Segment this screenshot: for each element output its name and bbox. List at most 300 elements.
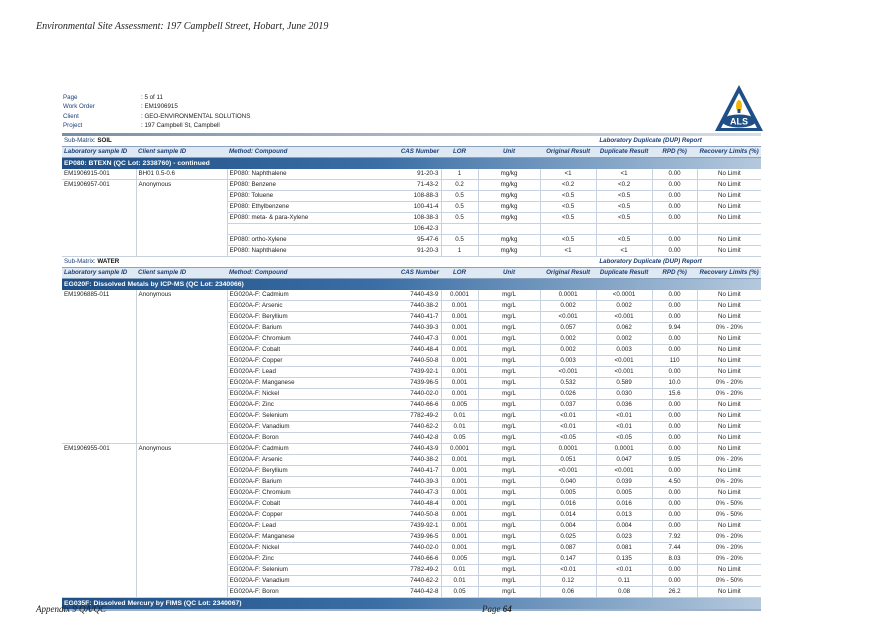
cell-orig: 0.087: [540, 543, 596, 554]
cell-lab-id: [62, 554, 136, 565]
cell-lab-id: [62, 532, 136, 543]
cell-lor: 0.2: [441, 180, 478, 191]
cell-method: EG020A-F: Selenium: [227, 565, 348, 576]
cell-orig: 0.12: [540, 576, 596, 587]
cell-rec: No Limit: [697, 169, 761, 180]
cell-cas: 7440-41-7: [348, 466, 441, 477]
cell-lor: 0.001: [441, 521, 478, 532]
cell-rpd: 0.00: [652, 334, 697, 345]
footer-page: Page 64: [482, 604, 512, 614]
section-band: [62, 158, 761, 170]
cell-rpd: 0.00: [652, 433, 697, 444]
cell-orig: <0.05: [540, 433, 596, 444]
col-orig: Original Result: [540, 147, 596, 158]
dup-caption: Laboratory Duplicate (DUP) Report: [599, 137, 702, 144]
table-row: [62, 367, 761, 378]
cell-client-id: [136, 532, 227, 543]
cell-orig: [540, 224, 596, 235]
cell-rec: No Limit: [697, 521, 761, 532]
cell-rec: No Limit: [697, 180, 761, 191]
cell-unit: mg/L: [478, 477, 540, 488]
table-row: [62, 510, 761, 521]
cell-rec: No Limit: [697, 422, 761, 433]
col-orig: Original Result: [540, 268, 596, 279]
cell-rpd: 0.00: [652, 576, 697, 587]
cell-method: EG020A-F: Boron: [227, 587, 348, 598]
cell-cas: 7440-50-8: [348, 356, 441, 367]
cell-method: EG020A-F: Manganese: [227, 532, 348, 543]
cell-orig: <1: [540, 169, 596, 180]
cell-method: EG020A-F: Beryllium: [227, 466, 348, 477]
cell-client-id: [136, 499, 227, 510]
table-row: [62, 334, 761, 345]
table-row: [62, 543, 761, 554]
cell-unit: mg/kg: [478, 202, 540, 213]
cell-rec: 0% - 50%: [697, 576, 761, 587]
cell-method: EP080: Benzene: [227, 180, 348, 191]
cell-orig: <0.01: [540, 411, 596, 422]
col-rec: Recovery Limits (%): [697, 147, 761, 158]
section-band: [62, 598, 761, 610]
cell-lor: 1: [441, 246, 478, 257]
cell-rpd: 0.00: [652, 565, 697, 576]
cell-unit: mg/L: [478, 323, 540, 334]
cell-dup: 0.002: [596, 301, 652, 312]
cell-lor: 0.001: [441, 323, 478, 334]
table-row: [62, 312, 761, 323]
cell-client-id: [136, 433, 227, 444]
cell-lab-id: [62, 378, 136, 389]
cell-lor: 0.001: [441, 510, 478, 521]
cell-unit: mg/L: [478, 411, 540, 422]
cell-lab-id: [62, 246, 136, 257]
cell-rpd: 0.00: [652, 444, 697, 455]
cell-method: EP080: Toluene: [227, 191, 348, 202]
cell-lor: 0.05: [441, 433, 478, 444]
cell-rec: No Limit: [697, 400, 761, 411]
cell-rec: No Limit: [697, 433, 761, 444]
cell-method: EG020A-F: Cobalt: [227, 345, 348, 356]
cell-cas: 7440-02-0: [348, 543, 441, 554]
cell-orig: <0.01: [540, 565, 596, 576]
table-row: [62, 202, 761, 213]
cell-unit: mg/L: [478, 334, 540, 345]
cell-dup: 0.016: [596, 499, 652, 510]
info-label: Page: [63, 94, 78, 101]
cell-orig: 0.025: [540, 532, 596, 543]
cell-method: EG020A-F: Zinc: [227, 400, 348, 411]
cell-orig: <0.5: [540, 213, 596, 224]
cell-lab-id: [62, 411, 136, 422]
cell-lab-id: [62, 510, 136, 521]
cell-dup: 0.08: [596, 587, 652, 598]
table-row: [62, 290, 761, 301]
cell-cas: 7440-41-7: [348, 312, 441, 323]
cell-unit: mg/L: [478, 312, 540, 323]
cell-method: EP080: Ethylbenzene: [227, 202, 348, 213]
cell-unit: mg/L: [478, 433, 540, 444]
cell-client-id: [136, 202, 227, 213]
cell-lab-id: [62, 356, 136, 367]
col-unit: Unit: [478, 268, 540, 279]
cell-rpd: 15.6: [652, 389, 697, 400]
cell-dup: 0.0001: [596, 444, 652, 455]
cell-cas: 7440-66-6: [348, 554, 441, 565]
cell-method: EG020A-F: Lead: [227, 367, 348, 378]
table-row: [62, 400, 761, 411]
cell-dup: <0.001: [596, 466, 652, 477]
cell-method: EG020A-F: Chromium: [227, 488, 348, 499]
cell-unit: mg/kg: [478, 169, 540, 180]
cell-orig: 0.002: [540, 345, 596, 356]
cell-client-id: [136, 521, 227, 532]
cell-lor: 0.05: [441, 587, 478, 598]
cell-unit: mg/L: [478, 466, 540, 477]
cell-lor: 0.5: [441, 213, 478, 224]
cell-dup: <0.05: [596, 433, 652, 444]
col-lor: LOR: [441, 268, 478, 279]
cell-orig: 0.026: [540, 389, 596, 400]
table-row: [62, 213, 761, 224]
info-row: [63, 102, 250, 111]
cell-lab-id: [62, 587, 136, 598]
cell-orig: 0.051: [540, 455, 596, 466]
cell-orig: 0.06: [540, 587, 596, 598]
cell-lab-id: [62, 323, 136, 334]
cell-dup: 0.062: [596, 323, 652, 334]
table-row: [62, 466, 761, 477]
cell-lor: 0.001: [441, 389, 478, 400]
cell-cas: 7440-39-3: [348, 323, 441, 334]
cell-client-id: [136, 576, 227, 587]
cell-client-id: [136, 235, 227, 246]
cell-rpd: 0.00: [652, 499, 697, 510]
cell-lab-id: [62, 224, 136, 235]
cell-unit: mg/L: [478, 565, 540, 576]
col-rpd: RPD (%): [652, 147, 697, 158]
info-value: : 5 of 11: [141, 94, 163, 101]
cell-rec: No Limit: [697, 334, 761, 345]
cell-dup: 0.030: [596, 389, 652, 400]
cell-cas: 7440-48-4: [348, 499, 441, 510]
bottom-rule: [62, 609, 761, 611]
cell-rpd: 0.00: [652, 312, 697, 323]
cell-orig: <0.001: [540, 312, 596, 323]
cell-cas: 7440-38-2: [348, 455, 441, 466]
cell-orig: 0.037: [540, 400, 596, 411]
cell-client-id: [136, 312, 227, 323]
cell-unit: mg/L: [478, 554, 540, 565]
table-row: [62, 576, 761, 587]
cell-lab-id: [62, 521, 136, 532]
cell-lor: 0.5: [441, 191, 478, 202]
cell-client-id: [136, 334, 227, 345]
table-row: [62, 246, 761, 257]
cell-unit: mg/L: [478, 290, 540, 301]
cell-rpd: 0.00: [652, 180, 697, 191]
cell-dup: <0.001: [596, 356, 652, 367]
table-row: [62, 433, 761, 444]
info-row: [63, 121, 250, 130]
cell-lab-id: [62, 400, 136, 411]
qc-report-sheet: [62, 133, 761, 611]
cell-dup: <0.01: [596, 422, 652, 433]
cell-rec: 0% - 20%: [697, 389, 761, 400]
col-client-id: Client sample ID: [136, 147, 227, 158]
cell-rec: No Limit: [697, 312, 761, 323]
cell-client-id: [136, 488, 227, 499]
info-label: Work Order: [63, 103, 95, 111]
cell-dup: <0.2: [596, 180, 652, 191]
table-row: [62, 554, 761, 565]
cell-rec: No Limit: [697, 191, 761, 202]
dup-caption: Laboratory Duplicate (DUP) Report: [599, 258, 702, 265]
cell-lor: 0.01: [441, 576, 478, 587]
cell-cas: 91-20-3: [348, 246, 441, 257]
cell-cas: 108-88-3: [348, 191, 441, 202]
table-row: [62, 345, 761, 356]
cell-rec: No Limit: [697, 213, 761, 224]
table-row: [62, 180, 761, 191]
cell-orig: <0.5: [540, 202, 596, 213]
cell-rpd: 4.50: [652, 477, 697, 488]
col-client-id: Client sample ID: [136, 268, 227, 279]
cell-orig: <0.2: [540, 180, 596, 191]
cell-method: EG020A-F: Cadmium: [227, 290, 348, 301]
cell-dup: 0.039: [596, 477, 652, 488]
cell-lab-id: [62, 543, 136, 554]
col-method: Method: Compound: [227, 147, 348, 158]
cell-lab-id: EM1906955-001: [64, 445, 110, 452]
cell-client-id: Anonymous: [136, 444, 227, 455]
table-row: [62, 191, 761, 202]
cell-rec: 0% - 20%: [697, 543, 761, 554]
info-row: [63, 93, 250, 102]
cell-dup: 0.003: [596, 345, 652, 356]
col-unit: Unit: [478, 147, 540, 158]
cell-rec: 0% - 50%: [697, 510, 761, 521]
cell-lab-id: [62, 477, 136, 488]
table-row: [62, 411, 761, 422]
cell-lab-id: [62, 334, 136, 345]
cell-dup: 0.005: [596, 488, 652, 499]
cell-cas: 7440-02-0: [348, 389, 441, 400]
cell-lor: 0.0001: [441, 290, 478, 301]
col-cas: CAS Number: [348, 268, 441, 279]
cell-method: EP080: Naphthalene: [227, 246, 348, 257]
cell-rpd: [652, 224, 697, 235]
cell-lab-id: EM1906957-001: [64, 181, 110, 188]
cell-dup: <0.5: [596, 202, 652, 213]
cell-rpd: 0.00: [652, 301, 697, 312]
cell-client-id: Anonymous: [136, 180, 227, 191]
cell-cas: 7440-42-8: [348, 433, 441, 444]
cell-rpd: 0.00: [652, 169, 697, 180]
cell-dup: <1: [596, 169, 652, 180]
cell-cas: 7440-39-3: [348, 477, 441, 488]
cell-lab-id: EM1906915-001: [62, 169, 136, 180]
cell-unit: mg/L: [478, 345, 540, 356]
cell-rec: 0% - 20%: [697, 455, 761, 466]
table-row: [62, 323, 761, 334]
cell-rpd: 0.00: [652, 422, 697, 433]
cell-rec: No Limit: [697, 587, 761, 598]
cell-lab-id: [62, 565, 136, 576]
cell-dup: <0.01: [596, 565, 652, 576]
col-dup: Duplicate Result: [596, 147, 652, 158]
cell-rpd: 0.00: [652, 521, 697, 532]
cell-dup: 0.002: [596, 334, 652, 345]
cell-lab-id: [62, 301, 136, 312]
cell-method: EP080: ortho-Xylene: [227, 235, 348, 246]
info-value: : EM1906915: [141, 103, 178, 111]
col-method: Method: Compound: [227, 268, 348, 279]
cell-dup: 0.589: [596, 378, 652, 389]
cell-lab-id: [62, 389, 136, 400]
table-row: [62, 224, 761, 235]
cell-method: EG020A-F: Zinc: [227, 554, 348, 565]
cell-rec: 0% - 20%: [697, 477, 761, 488]
cell-lab-id: [62, 345, 136, 356]
cell-lor: 0.01: [441, 411, 478, 422]
cell-method: EG020A-F: Boron: [227, 433, 348, 444]
cell-unit: mg/L: [478, 499, 540, 510]
col-lab-id: Laboratory sample ID: [62, 268, 136, 279]
cell-client-id: [136, 510, 227, 521]
col-rec: Recovery Limits (%): [697, 268, 761, 279]
table-row: [62, 356, 761, 367]
cell-unit: mg/L: [478, 378, 540, 389]
col-lor: LOR: [441, 147, 478, 158]
cell-unit: mg/L: [478, 444, 540, 455]
cell-method: EG020A-F: Selenium: [227, 411, 348, 422]
cell-method: EG020A-F: Manganese: [227, 378, 348, 389]
info-row: [63, 112, 250, 121]
cell-rec: No Limit: [697, 301, 761, 312]
cell-dup: <1: [596, 246, 652, 257]
cell-lab-id: [62, 202, 136, 213]
cell-rpd: 110: [652, 356, 697, 367]
cell-client-id: [136, 301, 227, 312]
cell-lor: 0.01: [441, 422, 478, 433]
col-cas: CAS Number: [348, 147, 441, 158]
cell-cas: 7440-47-3: [348, 488, 441, 499]
cell-rpd: 8.03: [652, 554, 697, 565]
cell-unit: mg/kg: [478, 191, 540, 202]
cell-client-id: [136, 455, 227, 466]
section-title: EG020F: Dissolved Metals by ICP-MS (QC Lot: 2340066): [62, 279, 761, 291]
cell-rpd: 9.05: [652, 455, 697, 466]
cell-unit: mg/L: [478, 422, 540, 433]
cell-lor: 0.001: [441, 499, 478, 510]
cell-method: EG020A-F: Vanadium: [227, 422, 348, 433]
cell-unit: mg/L: [478, 455, 540, 466]
cell-client-id: [136, 389, 227, 400]
cell-rpd: 0.00: [652, 213, 697, 224]
cell-lor: 0.001: [441, 312, 478, 323]
cell-lab-id: [62, 499, 136, 510]
cell-unit: mg/L: [478, 543, 540, 554]
cell-unit: mg/kg: [478, 246, 540, 257]
cell-rpd: 7.44: [652, 543, 697, 554]
table-row: [62, 378, 761, 389]
cell-orig: 0.014: [540, 510, 596, 521]
column-header-row: [62, 147, 761, 158]
water-block: [62, 257, 761, 598]
cell-cas: 7440-50-8: [348, 510, 441, 521]
cell-orig: 0.057: [540, 323, 596, 334]
cell-orig: <1: [540, 246, 596, 257]
cell-cas: 7440-62-2: [348, 422, 441, 433]
col-lab-id: Laboratory sample ID: [62, 147, 136, 158]
cell-rec: No Limit: [697, 202, 761, 213]
cell-unit: mg/L: [478, 356, 540, 367]
cell-client-id: [136, 400, 227, 411]
cell-lab-id: EM1906885-011: [64, 291, 110, 298]
cell-client-id: [136, 367, 227, 378]
cell-orig: 0.0001: [540, 444, 596, 455]
cell-cas: 7439-96-5: [348, 378, 441, 389]
cell-client-id: [136, 356, 227, 367]
cell-orig: 0.016: [540, 499, 596, 510]
cell-cas: 7440-38-2: [348, 301, 441, 312]
cell-dup: 0.023: [596, 532, 652, 543]
cell-dup: 0.11: [596, 576, 652, 587]
cell-cas: 7440-62-2: [348, 576, 441, 587]
cell-method: EP080: Naphthalene: [227, 169, 348, 180]
cell-unit: mg/L: [478, 532, 540, 543]
cell-rec: 0% - 50%: [697, 499, 761, 510]
cell-lor: 0.005: [441, 554, 478, 565]
cell-client-id: [136, 543, 227, 554]
cell-orig: 0.532: [540, 378, 596, 389]
table-row: [62, 455, 761, 466]
table-row: [62, 565, 761, 576]
cell-lor: 0.01: [441, 565, 478, 576]
cell-client-id: [136, 213, 227, 224]
cell-method: EG020A-F: Nickel: [227, 389, 348, 400]
cell-rpd: 26.2: [652, 587, 697, 598]
cell-rpd: 7.92: [652, 532, 697, 543]
cell-client-id: [136, 323, 227, 334]
table-row: [62, 169, 761, 180]
cell-method: EG020A-F: Cobalt: [227, 499, 348, 510]
cell-lor: [441, 224, 478, 235]
cell-dup: 0.013: [596, 510, 652, 521]
cell-method: EG020A-F: Copper: [227, 356, 348, 367]
cell-rec: 0% - 20%: [697, 323, 761, 334]
cell-dup: 0.081: [596, 543, 652, 554]
document-title: Environmental Site Assessment: 197 Campbell Street, Hobart, June 2019: [36, 21, 329, 32]
cell-orig: 0.004: [540, 521, 596, 532]
cell-client-id: [136, 224, 227, 235]
submatrix-label: Sub-Matrix: SOIL: [64, 137, 112, 144]
cell-dup: 0.135: [596, 554, 652, 565]
cell-rpd: 0.00: [652, 246, 697, 257]
cell-method: EG020A-F: Vanadium: [227, 576, 348, 587]
cell-lor: 0.001: [441, 356, 478, 367]
duplicate-report-table: [62, 136, 761, 609]
cell-method: EG020A-F: Arsenic: [227, 455, 348, 466]
section-band: [62, 279, 761, 291]
cell-rec: No Limit: [697, 488, 761, 499]
section-title: EP080: BTEXN (QC Lot: 2338760) - continued: [62, 158, 761, 170]
table-row: [62, 499, 761, 510]
cell-orig: <0.01: [540, 422, 596, 433]
cell-rpd: 0.00: [652, 488, 697, 499]
cell-dup: <0.5: [596, 235, 652, 246]
cell-lor: 0.001: [441, 532, 478, 543]
